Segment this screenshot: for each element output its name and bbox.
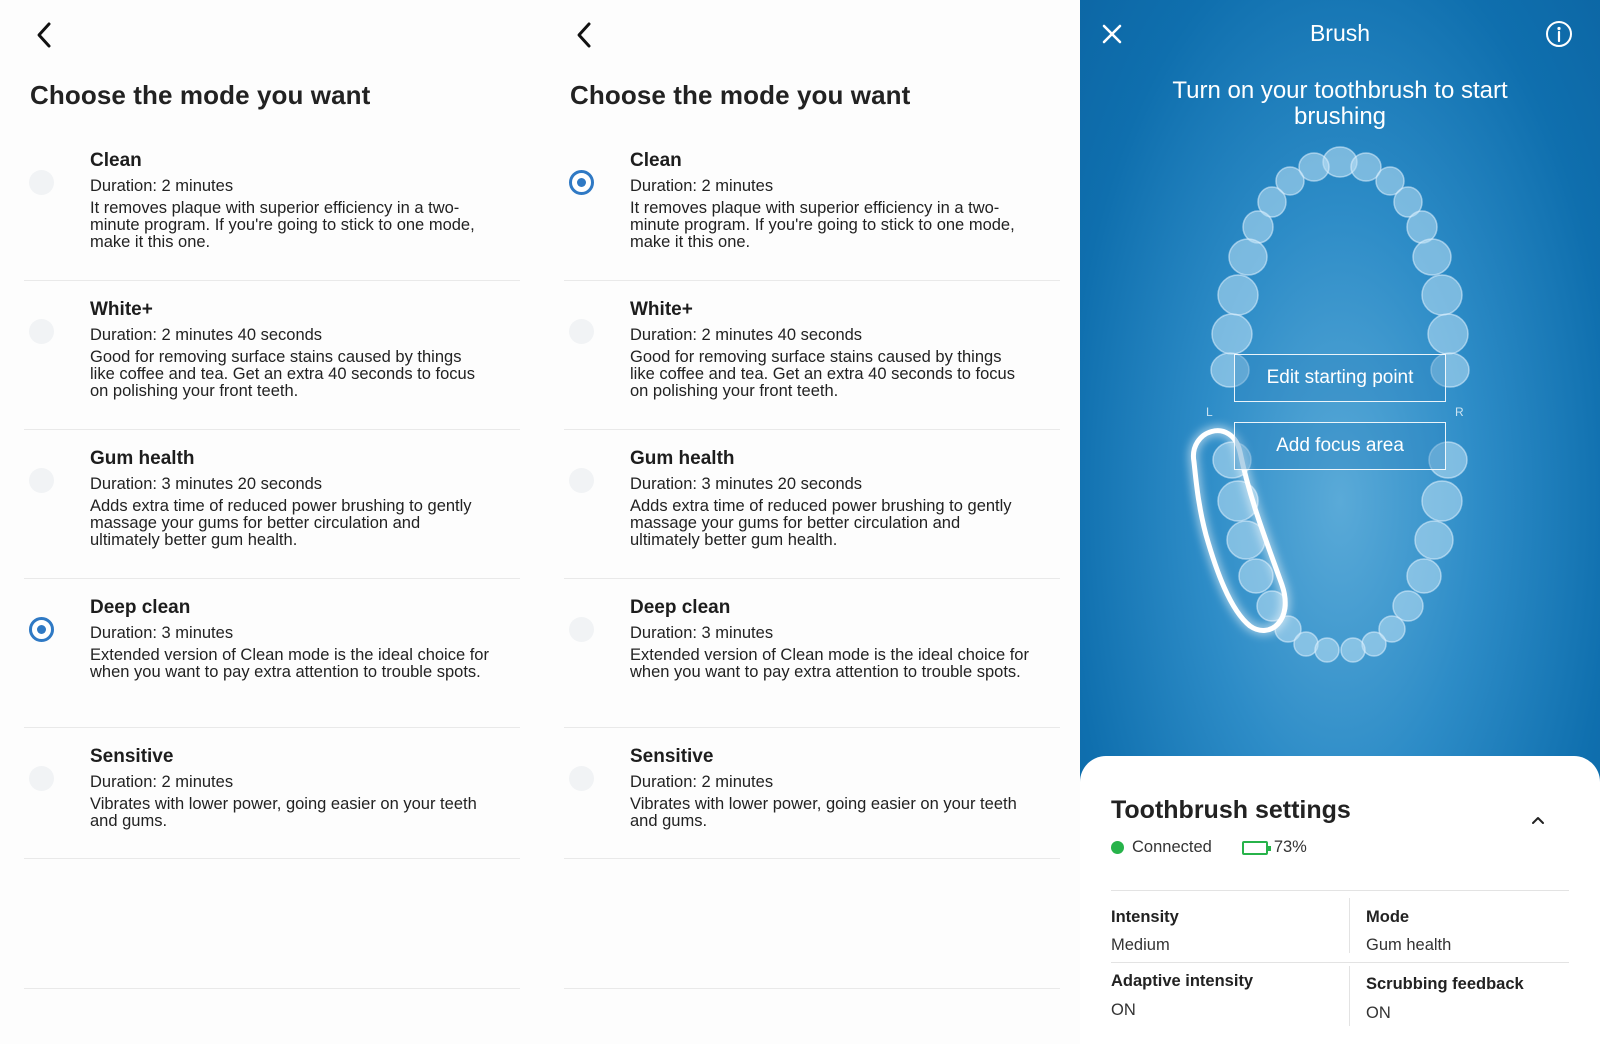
brush-screen <box>1080 0 1600 1044</box>
mode-radio[interactable] <box>29 319 54 344</box>
divider <box>1111 890 1569 891</box>
brush-title: Brush <box>1309 20 1371 46</box>
battery-percent: 73% <box>1273 838 1307 856</box>
mode-duration: Duration: 2 minutes 40 seconds <box>90 326 323 344</box>
mode-name: White+ <box>90 299 153 320</box>
mode-radio[interactable] <box>569 468 594 493</box>
mode-radio[interactable] <box>569 319 594 344</box>
mode-description: Vibrates with lower power, going easier on your teeth and gums. <box>630 795 1017 830</box>
right-side-label: R <box>1455 405 1464 419</box>
mode-radio[interactable] <box>29 468 54 493</box>
left-side-label: L <box>1206 405 1213 419</box>
mode-radio-selected[interactable] <box>569 170 594 195</box>
mode-name: Sensitive <box>90 746 174 767</box>
mode-name: Deep clean <box>630 597 731 618</box>
chevron-left-icon <box>568 18 602 52</box>
page-title: Choose the mode you want <box>30 80 371 110</box>
mode-duration: Duration: 3 minutes <box>630 624 774 642</box>
mode-description: Extended version of Clean mode is the ideal choice for when you want to pay extra attention to trouble spots. <box>630 646 1029 681</box>
divider <box>24 988 520 989</box>
mode-option-sensitive[interactable] <box>24 728 520 859</box>
divider <box>1349 966 1350 1026</box>
mode-name: White+ <box>630 299 693 320</box>
mode-duration: Duration: 2 minutes <box>630 773 774 791</box>
mode-duration: Duration: 2 minutes <box>90 773 234 791</box>
mode-description: Vibrates with lower power, going easier on your teeth and gums. <box>90 795 477 830</box>
mode-name: Deep clean <box>90 597 191 618</box>
add-focus-area-button[interactable]: Add focus area <box>1234 422 1446 470</box>
mode-label: Mode <box>1366 908 1410 926</box>
chevron-left-icon <box>28 18 62 52</box>
mode-option-deep-clean[interactable] <box>564 579 1060 728</box>
teeth-map <box>1080 140 1600 700</box>
mode-description: Adds extra time of reduced power brushing to gently massage your gums for better circulation and ultimately better gum health. <box>90 497 472 549</box>
connection-status <box>1111 838 1307 857</box>
mode-description: Good for removing surface stains caused by things like coffee and tea. Get an extra 40 seconds to focus on polishing your front teeth. <box>630 348 1015 400</box>
mode-name: Clean <box>90 150 142 171</box>
back-button[interactable] <box>28 18 62 52</box>
intensity-value[interactable]: Medium <box>1111 936 1170 954</box>
back-button[interactable] <box>568 18 602 52</box>
intensity-label: Intensity <box>1111 908 1179 926</box>
info-button[interactable] <box>1545 20 1573 48</box>
mode-value[interactable]: Gum health <box>1366 936 1452 954</box>
mode-option-sensitive[interactable] <box>564 728 1060 859</box>
mode-option-clean[interactable] <box>564 132 1060 281</box>
adaptive-intensity-label: Adaptive intensity <box>1111 972 1254 990</box>
mode-list <box>24 132 520 859</box>
mode-radio[interactable] <box>29 766 54 791</box>
mode-option-gum-health[interactable] <box>564 430 1060 579</box>
page-title: Choose the mode you want <box>570 80 911 110</box>
toothbrush-settings-panel <box>1080 756 1600 1044</box>
mode-radio[interactable] <box>29 170 54 195</box>
mode-name: Gum health <box>90 448 195 469</box>
mode-duration: Duration: 3 minutes <box>90 624 234 642</box>
divider <box>564 988 1060 989</box>
connected-dot-icon <box>1111 841 1124 854</box>
mode-option-white-plus[interactable] <box>24 281 520 430</box>
mode-name: Gum health <box>630 448 735 469</box>
settings-title: Toothbrush settings <box>1111 796 1351 824</box>
mode-duration: Duration: 3 minutes 20 seconds <box>630 475 863 493</box>
info-icon <box>1545 20 1573 48</box>
mode-name: Sensitive <box>630 746 714 767</box>
mode-screen-middle <box>540 0 1080 1044</box>
adaptive-intensity-value[interactable]: ON <box>1111 1001 1136 1019</box>
mode-option-gum-health[interactable] <box>24 430 520 579</box>
mode-duration: Duration: 2 minutes <box>90 177 234 195</box>
mode-radio-selected[interactable] <box>29 617 54 642</box>
battery-icon <box>1242 841 1268 855</box>
mode-description: It removes plaque with superior efficiency in a two-minute program. If you're going to stick to one mode, make it this one. <box>630 199 1015 251</box>
mode-description: Good for removing surface stains caused by things like coffee and tea. Get an extra 40 seconds to focus on polishing your front teeth. <box>90 348 475 400</box>
mode-name: Clean <box>630 150 682 171</box>
mode-option-clean[interactable] <box>24 132 520 281</box>
mode-duration: Duration: 2 minutes <box>630 177 774 195</box>
mode-description: Adds extra time of reduced power brushing to gently massage your gums for better circulation and ultimately better gum health. <box>630 497 1012 549</box>
mode-radio[interactable] <box>569 766 594 791</box>
scrubbing-feedback-label: Scrubbing feedback <box>1366 975 1524 993</box>
collapse-button[interactable] <box>1528 812 1548 828</box>
mode-duration: Duration: 2 minutes 40 seconds <box>630 326 863 344</box>
mode-duration: Duration: 3 minutes 20 seconds <box>90 475 323 493</box>
mode-screen-left <box>0 0 540 1044</box>
upper-teeth <box>1211 147 1469 387</box>
scrubbing-feedback-value[interactable]: ON <box>1366 1004 1391 1022</box>
edit-starting-point-button[interactable]: Edit starting point <box>1234 354 1446 402</box>
brush-prompt: Turn on your toothbrush to start brushing <box>1172 77 1508 130</box>
mode-option-white-plus[interactable] <box>564 281 1060 430</box>
chevron-up-icon <box>1528 812 1548 828</box>
mode-description: It removes plaque with superior efficiency in a two-minute program. If you're going to stick to one mode, make it this one. <box>90 199 475 251</box>
mode-list <box>564 132 1060 859</box>
connection-text: Connected <box>1132 838 1212 856</box>
mode-description: Extended version of Clean mode is the ideal choice for when you want to pay extra attention to trouble spots. <box>90 646 489 681</box>
divider <box>1111 962 1569 963</box>
mode-option-deep-clean[interactable] <box>24 579 520 728</box>
divider <box>1349 898 1350 953</box>
mode-radio[interactable] <box>569 617 594 642</box>
